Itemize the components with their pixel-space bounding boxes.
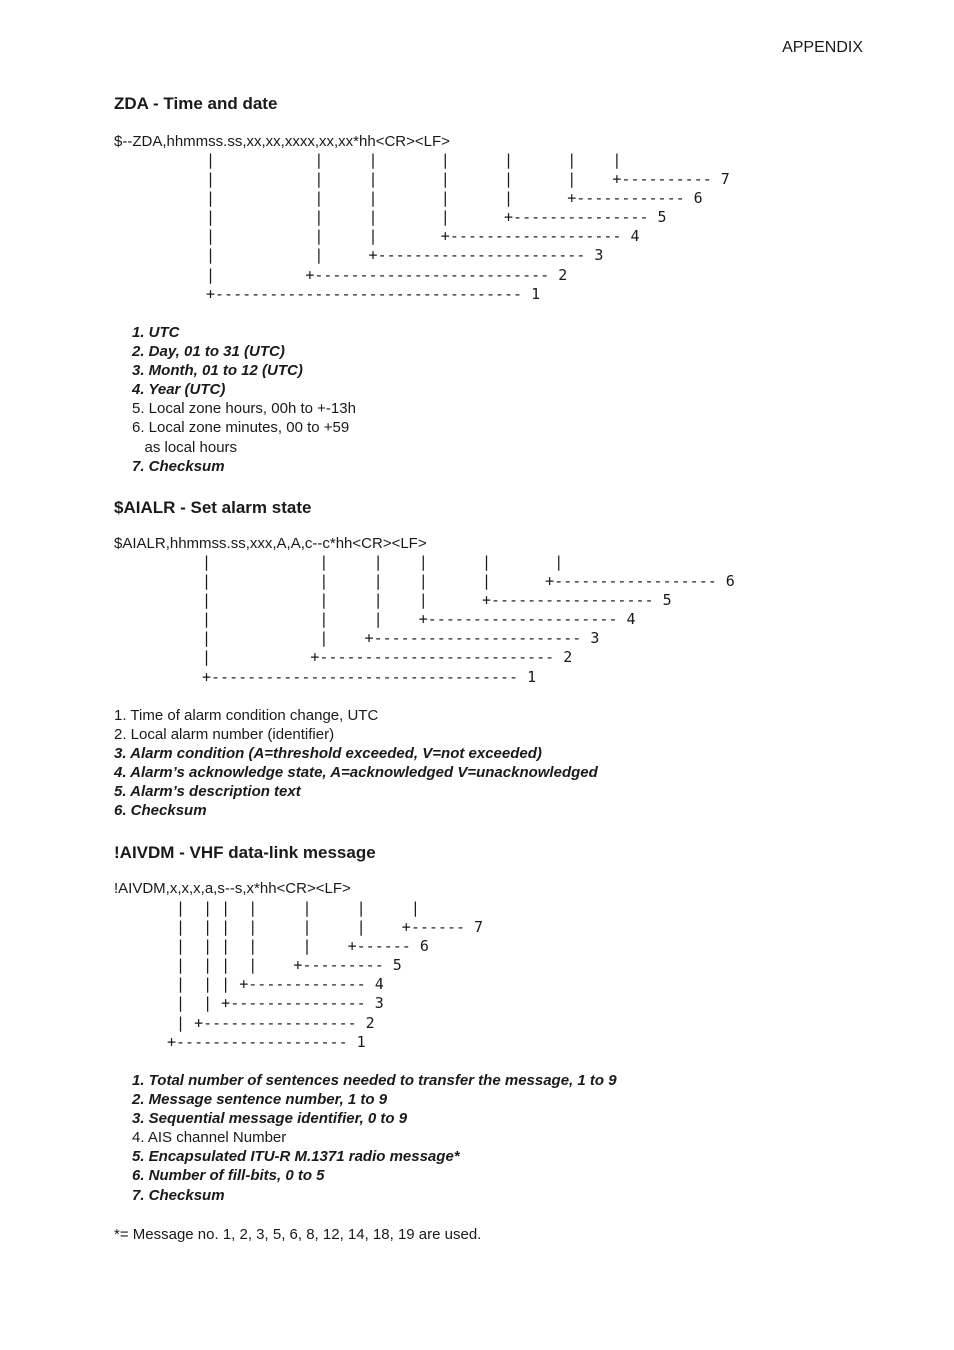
page-header: APPENDIX [782, 39, 863, 56]
field-item: 4. AIS channel Number [132, 1129, 287, 1147]
field-item: 7. Checksum [132, 1186, 225, 1204]
field-diagram-zda: | | | | | | | | | | | | | +---------- 7 | | | | | +------------ 6 | | | | +--------------- 5 | | | +------------------- 4 | | +----------------------- 3 | +-------------------------- 2 +---------------------------------- 1 [206, 151, 730, 303]
field-item: 1. Total number of sentences needed to transfer the message, 1 to 9 [132, 1072, 617, 1089]
field-item: 3. Month, 01 to 12 (UTC) [132, 362, 303, 380]
sentence-format-zda: $--ZDA,hhmmss.ss,xx,xx,xxxx,xx,xx*hh<CR><LF> [114, 133, 450, 150]
field-item: 4. Alarm’s acknowledge state, A=acknowledged V=unacknowledged [114, 764, 598, 782]
field-diagram-aivdm: | | | | | | | | | | | | | +------ 7 | | | | | +------ 6 | | | | +--------- 5 | | | +------------- 4 | | +--------------- 3 | +----------------- 2 +------------------- 1 [167, 899, 484, 1051]
sentence-format-aivdm: !AIVDM,x,x,x,a,s--s,x*hh<CR><LF> [114, 880, 351, 897]
field-item: 1. Time of alarm condition change, UTC [114, 707, 379, 724]
field-item: 2. Day, 01 to 31 (UTC) [132, 343, 285, 361]
field-item: 5. Encapsulated ITU-R M.1371 radio message* [132, 1148, 460, 1166]
field-item: 1. UTC [132, 324, 180, 341]
field-item: 2. Local alarm number (identifier) [114, 726, 335, 744]
field-list-aivdm [132, 1071, 617, 1205]
field-item: 5. Local zone hours, 00h to +-13h [132, 400, 356, 418]
field-item: 6. Number of fill-bits, 0 to 5 [132, 1167, 325, 1185]
field-item: 3. Alarm condition (A=threshold exceeded, V=not exceeded) [114, 745, 542, 763]
field-item: 4. Year (UTC) [132, 381, 226, 399]
field-list-zda [132, 323, 356, 476]
field-item: 5. Alarm’s description text [114, 783, 301, 801]
field-item: 6. Local zone minutes, 00 to +59 [132, 419, 350, 437]
field-item: 3. Sequential message identifier, 0 to 9 [132, 1110, 408, 1128]
field-diagram-aialr: | | | | | | | | | | | +------------------ 6 | | | | +------------------ 5 | | | +--------------------- 4 | | +----------------------- 3 | +-------------------------- 2 +---------------------------------- 1 [202, 553, 735, 686]
field-list-aialr [114, 706, 598, 821]
section-title-zda: ZDA - Time and date [114, 94, 278, 113]
field-item: 7. Checksum [132, 457, 225, 475]
field-item: as local hours [132, 438, 238, 456]
footnote: *= Message no. 1, 2, 3, 5, 6, 8, 12, 14, 18, 19 are used. [114, 1226, 482, 1243]
section-title-aivdm: !AIVDM - VHF data-link message [114, 843, 376, 862]
section-title-aialr: $AIALR - Set alarm state [114, 498, 312, 517]
field-item: 6. Checksum [114, 802, 207, 820]
sentence-format-aialr: $AIALR,hhmmss.ss,xxx,A,A,c--c*hh<CR><LF> [114, 535, 427, 552]
field-item: 2. Message sentence number, 1 to 9 [132, 1091, 388, 1109]
